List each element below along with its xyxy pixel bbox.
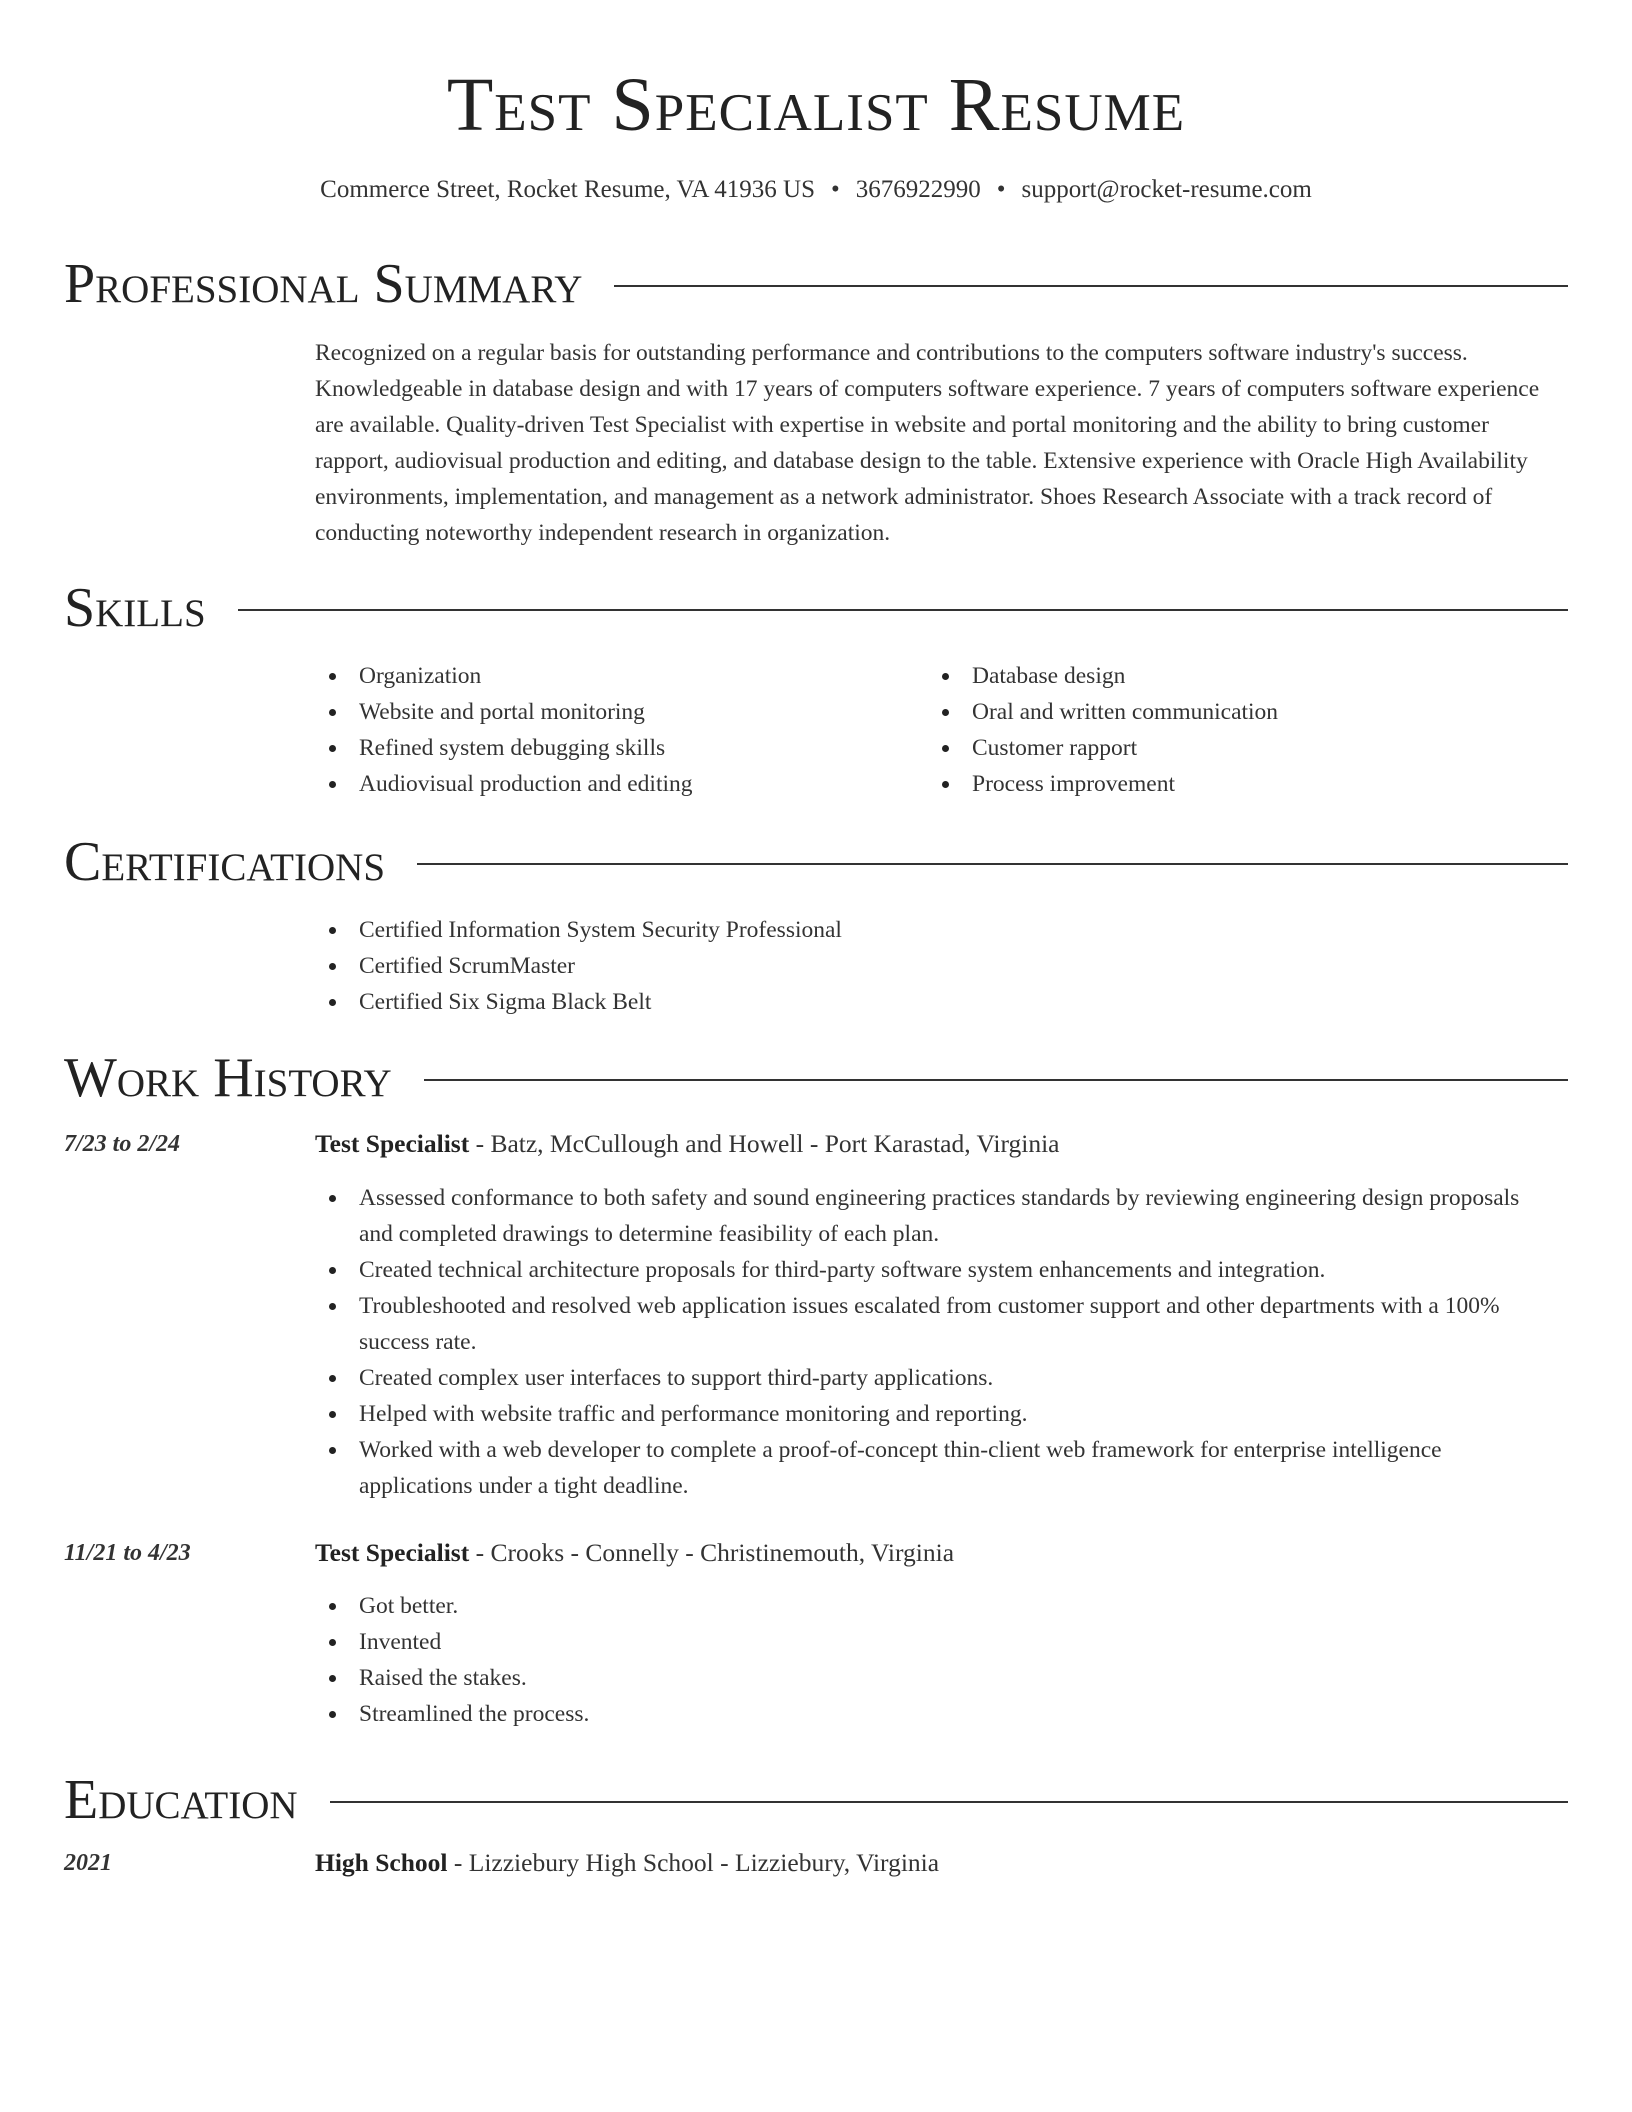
job-dates: 11/21 to 4/23: [64, 1540, 191, 1566]
job-title-line: [315, 1126, 1545, 1162]
job-bullet: Worked with a web developer to complete a proof-of-concept thin-client web framework for enterprise intelligence applications under a tight deadline.: [315, 1432, 1545, 1504]
email-link[interactable]: support@rocket-resume.com: [1021, 176, 1312, 203]
skill-item: Process improvement: [928, 766, 1528, 802]
section-divider: [614, 285, 1568, 287]
education-details: - Lizziebury High School - Lizziebury, Virginia: [447, 1848, 940, 1877]
job-bullet-list: [315, 1588, 1545, 1732]
job-bullet: Created complex user interfaces to support third-party applications.: [315, 1360, 1545, 1396]
job-bullet: Streamlined the process.: [315, 1696, 1545, 1732]
skill-item: Audiovisual production and editing: [315, 766, 915, 802]
job-bullet-list: [315, 1180, 1545, 1504]
job-details: - Crooks - Connelly - Christinemouth, Virginia: [469, 1538, 955, 1567]
job-bullet: Helped with website traffic and performance monitoring and reporting.: [315, 1396, 1545, 1432]
summary-text: Recognized on a regular basis for outstanding performance and contributions to the computers software industry's success. Knowledgeable in database design and with 17 years of computers software experience. 7 years of computers software experience are available. Quality-driven Test Specialist with expertise in website and portal monitoring and the ability to bring customer rapport, audiovisual production and editing, and database design to the table. Extensive experience with Oracle High Availability environments, implementation, and management as a network administrator. Shoes Research Associate with a track record of conducting noteworthy independent research in organization.: [315, 340, 1540, 546]
job-bullet: Invented: [315, 1624, 1545, 1660]
separator-dot: •: [996, 176, 1006, 203]
section-divider: [330, 1801, 1568, 1803]
job-role: Test Specialist: [315, 1538, 470, 1567]
education-section-header: [64, 1768, 1568, 1832]
education-title-line: [315, 1845, 1545, 1881]
section-divider: [417, 863, 1568, 865]
skill-item: Website and portal monitoring: [315, 694, 915, 730]
job-details: - Batz, McCullough and Howell - Port Karastad, Virginia: [469, 1129, 1060, 1158]
summary-section-header: [64, 252, 1568, 316]
section-title-work-history: Work History: [64, 1047, 392, 1109]
job-bullet: Troubleshooted and resolved web application issues escalated from customer support and other departments with a 100% success rate.: [315, 1288, 1545, 1360]
job-role: Test Specialist: [315, 1129, 470, 1158]
work-history-section-header: [64, 1046, 1568, 1110]
skill-item: Customer rapport: [928, 730, 1528, 766]
skill-item: Database design: [928, 658, 1528, 694]
section-title-summary: Professional Summary: [64, 253, 583, 315]
section-title-skills: Skills: [64, 577, 206, 639]
job-bullet: Raised the stakes.: [315, 1660, 1545, 1696]
skill-item: Oral and written communication: [928, 694, 1528, 730]
section-title-certifications: Certifications: [64, 831, 386, 893]
certifications-list: [315, 912, 1545, 1020]
section-divider: [238, 609, 1568, 611]
section-title-education: Education: [64, 1769, 298, 1831]
job-bullet: Assessed conformance to both safety and sound engineering practices standards by reviewing engineering design proposals and completed drawings to determine feasibility of each plan.: [315, 1180, 1545, 1252]
job-bullet: Created technical architecture proposals for third-party software system enhancements and integration.: [315, 1252, 1545, 1288]
skills-list-right: [928, 658, 1528, 802]
skill-item: Refined system debugging skills: [315, 730, 915, 766]
education-degree: High School: [315, 1848, 448, 1877]
education-year: 2021: [64, 1850, 112, 1876]
address-text: Commerce Street, Rocket Resume, VA 41936 US: [320, 176, 816, 203]
job-dates: 7/23 to 2/24: [64, 1131, 181, 1157]
skill-item: Organization: [315, 658, 915, 694]
skills-section-header: [64, 576, 1568, 640]
phone-text: 3676922990: [855, 176, 981, 203]
certifications-section-header: [64, 830, 1568, 894]
job-title-line: [315, 1535, 1545, 1571]
certification-item: Certified Information System Security Professional: [315, 912, 1545, 948]
skills-list-left: [315, 658, 915, 802]
section-divider: [424, 1079, 1568, 1081]
certification-item: Certified Six Sigma Black Belt: [315, 984, 1545, 1020]
job-bullet: Got better.: [315, 1588, 1545, 1624]
contact-line: [0, 172, 1632, 208]
certification-item: Certified ScrumMaster: [315, 948, 1545, 984]
separator-dot: •: [831, 176, 840, 203]
resume-title: Test Specialist Resume: [446, 63, 1186, 147]
